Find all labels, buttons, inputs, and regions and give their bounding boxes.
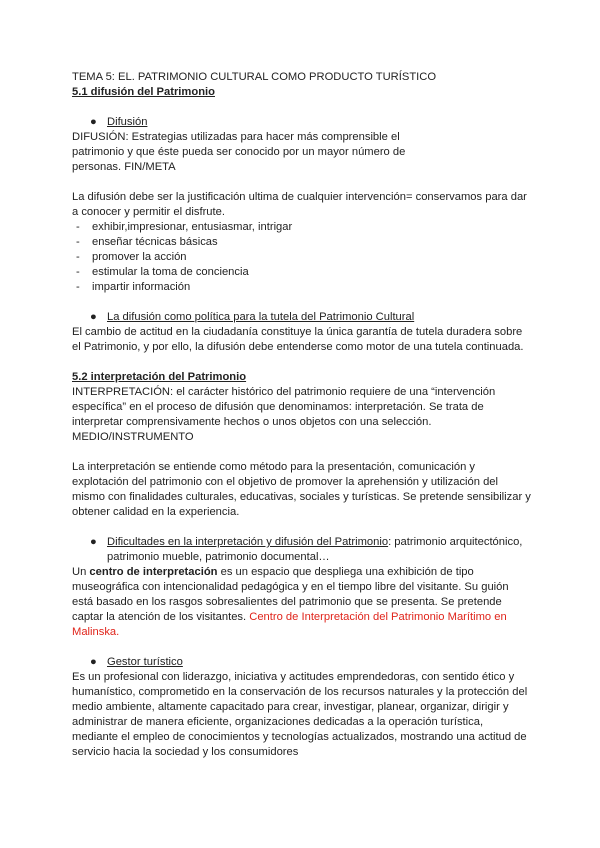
gestor-paragraph-line: Es un profesional con liderazgo, iniciativa y actitudes emprendedoras, con sentido ético y [72, 671, 515, 683]
gestor-paragraph-line: medio ambiente, altamente capacitado para crear, investigar, planear, organizar, dirigir y [72, 701, 509, 713]
centro-paragraph-line: Un centro de interpretación es un espacio que despliega una exhibición de tipo [72, 566, 474, 578]
bullet-dot-icon: ● [90, 536, 97, 548]
interpretacion-definition-line: INTERPRETACIÓN: el carácter histórico del patrimonio requiere de una “intervención [72, 386, 496, 398]
bullet-difusion: ● Difusión [90, 116, 148, 128]
tutela-paragraph-line: el Patrimonio, y por ello, la difusión debe entenderse como motor de una tutela continuada. [72, 341, 524, 353]
section-heading-interpretacion: 5.2 interpretación del Patrimonio [72, 371, 247, 383]
bullet-dificultades: ● Dificultades en la interpretación y difusión del Patrimonio: patrimonio arquitectónico, [90, 536, 523, 548]
difusion-definition-line: patrimonio y que éste pueda ser conocido por un mayor número de [72, 146, 406, 158]
difusion-paragraph-line: a conocer y permitir el disfrute. [72, 206, 225, 218]
bullet-dot-icon: ● [90, 656, 97, 668]
list-item: - estimular la toma de conciencia [76, 266, 249, 278]
interpretacion-definition-line: MEDIO/INSTRUMENTO [72, 431, 194, 443]
difusion-definition-line: DIFUSIÓN: Estrategias utilizadas para hacer más comprensible el [72, 131, 400, 143]
tutela-paragraph-line: El cambio de actitud en la ciudadanía constituye la única garantía de tutela duradera sobre [72, 326, 523, 338]
interpretacion-definition-line: interpretar comprensivamente hechos o unos objetos con una selección. [72, 416, 432, 428]
bullet-dot-icon: ● [90, 311, 97, 323]
list-item: - impartir información [76, 281, 191, 293]
bullet-dot-icon: ● [90, 116, 97, 128]
bullet-tutela: ● La difusión como política para la tutela del Patrimonio Cultural [90, 311, 415, 323]
interpretacion-definition-line: específica” en el proceso de difusión que denominamos: interpretación. Se trata de [72, 401, 484, 413]
bullet-dificultades-continuation: patrimonio mueble, patrimonio documental… [107, 551, 330, 563]
gestor-paragraph-line: administrar de manera eficiente, organizaciones dedicadas a la operación turística, [72, 716, 484, 728]
interpretacion-paragraph-line: explotación del patrimonio con el objetivo de promover la aprehensión y utilización del [72, 476, 498, 488]
bullet-gestor: ● Gestor turístico [90, 656, 183, 668]
list-item: - promover la acción [76, 251, 187, 263]
difusion-definition-line: personas. FIN/META [72, 161, 176, 173]
centro-paragraph-line: está basado en los rasgos sobresalientes del patrimonio que se presenta. Se pretende [72, 596, 502, 608]
interpretacion-paragraph-line: La interpretación se entiende como método para la presentación, comunicación y [72, 461, 475, 473]
centro-example-red: Centro de Interpretación del Patrimonio Marítimo en [249, 611, 507, 623]
document-title: TEMA 5: EL. PATRIMONIO CULTURAL COMO PRODUCTO TURÍSTICO [72, 71, 437, 83]
list-item: - enseñar técnicas básicas [76, 236, 218, 248]
interpretacion-paragraph-line: mismo con finalidades culturales, educativas, sociales y turísticas. Se pretende sensibilizar y [72, 491, 531, 503]
gestor-paragraph-line: humanístico, comprometido en la conservación de los recursos naturales y la protección del [72, 686, 528, 698]
centro-example-red-continuation: Malinska. [72, 626, 120, 638]
centro-paragraph-line: museográfica con intencionalidad pedagógica y en el tiempo libre del visitante. Su guión [72, 581, 509, 593]
interpretacion-paragraph-line: obtener calidad en la experiencia. [72, 506, 240, 518]
gestor-paragraph-line: mediante el empleo de conocimientos y tecnologías actualizados, mostrando una actitud de [72, 731, 527, 743]
list-item: - exhibir,impresionar, entusiasmar, intrigar [76, 221, 293, 233]
difusion-paragraph-line: La difusión debe ser la justificación ultima de cualquier intervención= conservamos para dar [72, 191, 527, 203]
gestor-paragraph-line: servicio hacia la sociedad y los consumidores [72, 746, 299, 758]
centro-term: centro de interpretación [89, 566, 218, 578]
section-heading-difusion: 5.1 difusión del Patrimonio [72, 86, 215, 98]
centro-paragraph-line: captar la atención de los visitantes. Centro de Interpretación del Patrimonio Marítimo en [72, 611, 507, 623]
